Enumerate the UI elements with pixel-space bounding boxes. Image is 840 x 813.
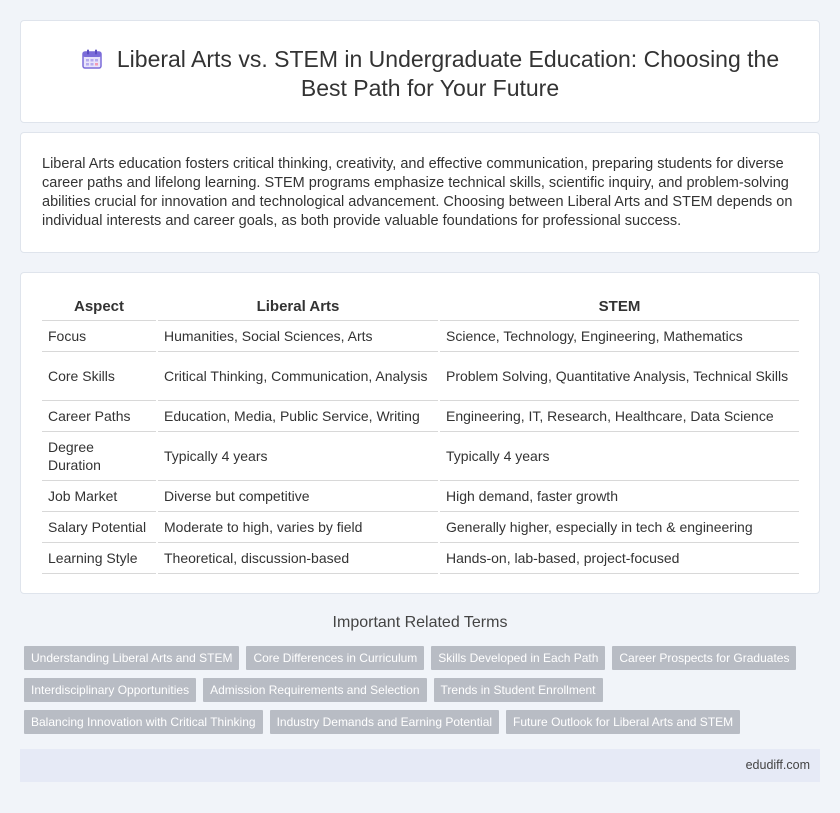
- cell-liberal-arts: Education, Media, Public Service, Writing: [157, 400, 439, 431]
- table-row: [42, 431, 799, 480]
- cell-aspect: Focus: [42, 320, 157, 351]
- cell-stem: Hands-on, lab-based, project-focused: [439, 542, 799, 573]
- cell-stem: Generally higher, especially in tech & engineering: [439, 511, 799, 542]
- cell-liberal-arts: Diverse but competitive: [157, 480, 439, 511]
- related-terms-list: [24, 646, 824, 742]
- footer-site-link[interactable]: edudiff.com: [745, 758, 810, 772]
- cell-stem: High demand, faster growth: [439, 480, 799, 511]
- comparison-card: [20, 272, 820, 594]
- table-row: [42, 480, 799, 511]
- tag-row: [24, 646, 824, 670]
- tag-link[interactable]: Balancing Innovation with Critical Thinking: [24, 710, 263, 734]
- cell-liberal-arts: Moderate to high, varies by field: [157, 511, 439, 542]
- header-card: [20, 20, 820, 123]
- cell-stem: Engineering, IT, Research, Healthcare, Data Science: [439, 400, 799, 431]
- header-aspect: Aspect: [42, 296, 157, 320]
- tag-link[interactable]: Industry Demands and Earning Potential: [270, 710, 499, 734]
- cell-aspect: Degree Duration: [42, 431, 157, 480]
- header-liberal-arts: Liberal Arts: [157, 296, 439, 320]
- tag-link[interactable]: Admission Requirements and Selection: [203, 678, 426, 702]
- table-row: [42, 511, 799, 542]
- table-row: [42, 400, 799, 431]
- tag-link[interactable]: Core Differences in Curriculum: [246, 646, 424, 670]
- cell-liberal-arts: Theoretical, discussion-based: [157, 542, 439, 573]
- tag-link[interactable]: Trends in Student Enrollment: [434, 678, 603, 702]
- table-row: [42, 542, 799, 573]
- cell-aspect: Core Skills: [42, 351, 157, 400]
- cell-aspect: Job Market: [42, 480, 157, 511]
- footer: [20, 749, 820, 782]
- cell-aspect: Career Paths: [42, 400, 157, 431]
- table-header-row: [42, 296, 799, 320]
- cell-liberal-arts: Humanities, Social Sciences, Arts: [157, 320, 439, 351]
- page-title-wrap: [61, 45, 799, 103]
- page-title: Liberal Arts vs. STEM in Undergraduate Education: Choosing the Best Path for Your Future: [116, 46, 780, 101]
- related-terms-title: Important Related Terms: [332, 614, 508, 631]
- table-row: [42, 351, 799, 400]
- tag-link[interactable]: Interdisciplinary Opportunities: [24, 678, 196, 702]
- tag-row: [24, 710, 824, 734]
- comparison-table: [42, 296, 799, 574]
- tag-row: [24, 678, 824, 702]
- cell-stem: Problem Solving, Quantitative Analysis, Technical Skills: [439, 351, 799, 400]
- intro-card: [20, 132, 820, 253]
- cell-stem: Science, Technology, Engineering, Mathematics: [439, 320, 799, 351]
- cell-liberal-arts: Typically 4 years: [157, 431, 439, 480]
- tag-link[interactable]: Career Prospects for Graduates: [612, 646, 796, 670]
- tag-link[interactable]: Skills Developed in Each Path: [431, 646, 605, 670]
- cell-aspect: Salary Potential: [42, 511, 157, 542]
- cell-liberal-arts: Critical Thinking, Communication, Analysis: [157, 351, 439, 400]
- calendar-icon: [81, 48, 103, 70]
- tag-link[interactable]: Future Outlook for Liberal Arts and STEM: [506, 710, 740, 734]
- tag-link[interactable]: Understanding Liberal Arts and STEM: [24, 646, 239, 670]
- header-stem: STEM: [439, 296, 799, 320]
- cell-stem: Typically 4 years: [439, 431, 799, 480]
- table-row: [42, 320, 799, 351]
- cell-aspect: Learning Style: [42, 542, 157, 573]
- intro-paragraph: Liberal Arts education fosters critical thinking, creativity, and effective communication, preparing students for diverse career paths and lifelong learning. STEM programs emphasize technical skills, scientific inquiry, and problem-solving abilities crucial for innovation and technological advancement. Choosing between Liberal Arts and STEM depends on individual interests and career goals, as both provide valuable foundations for professional success.: [42, 156, 793, 229]
